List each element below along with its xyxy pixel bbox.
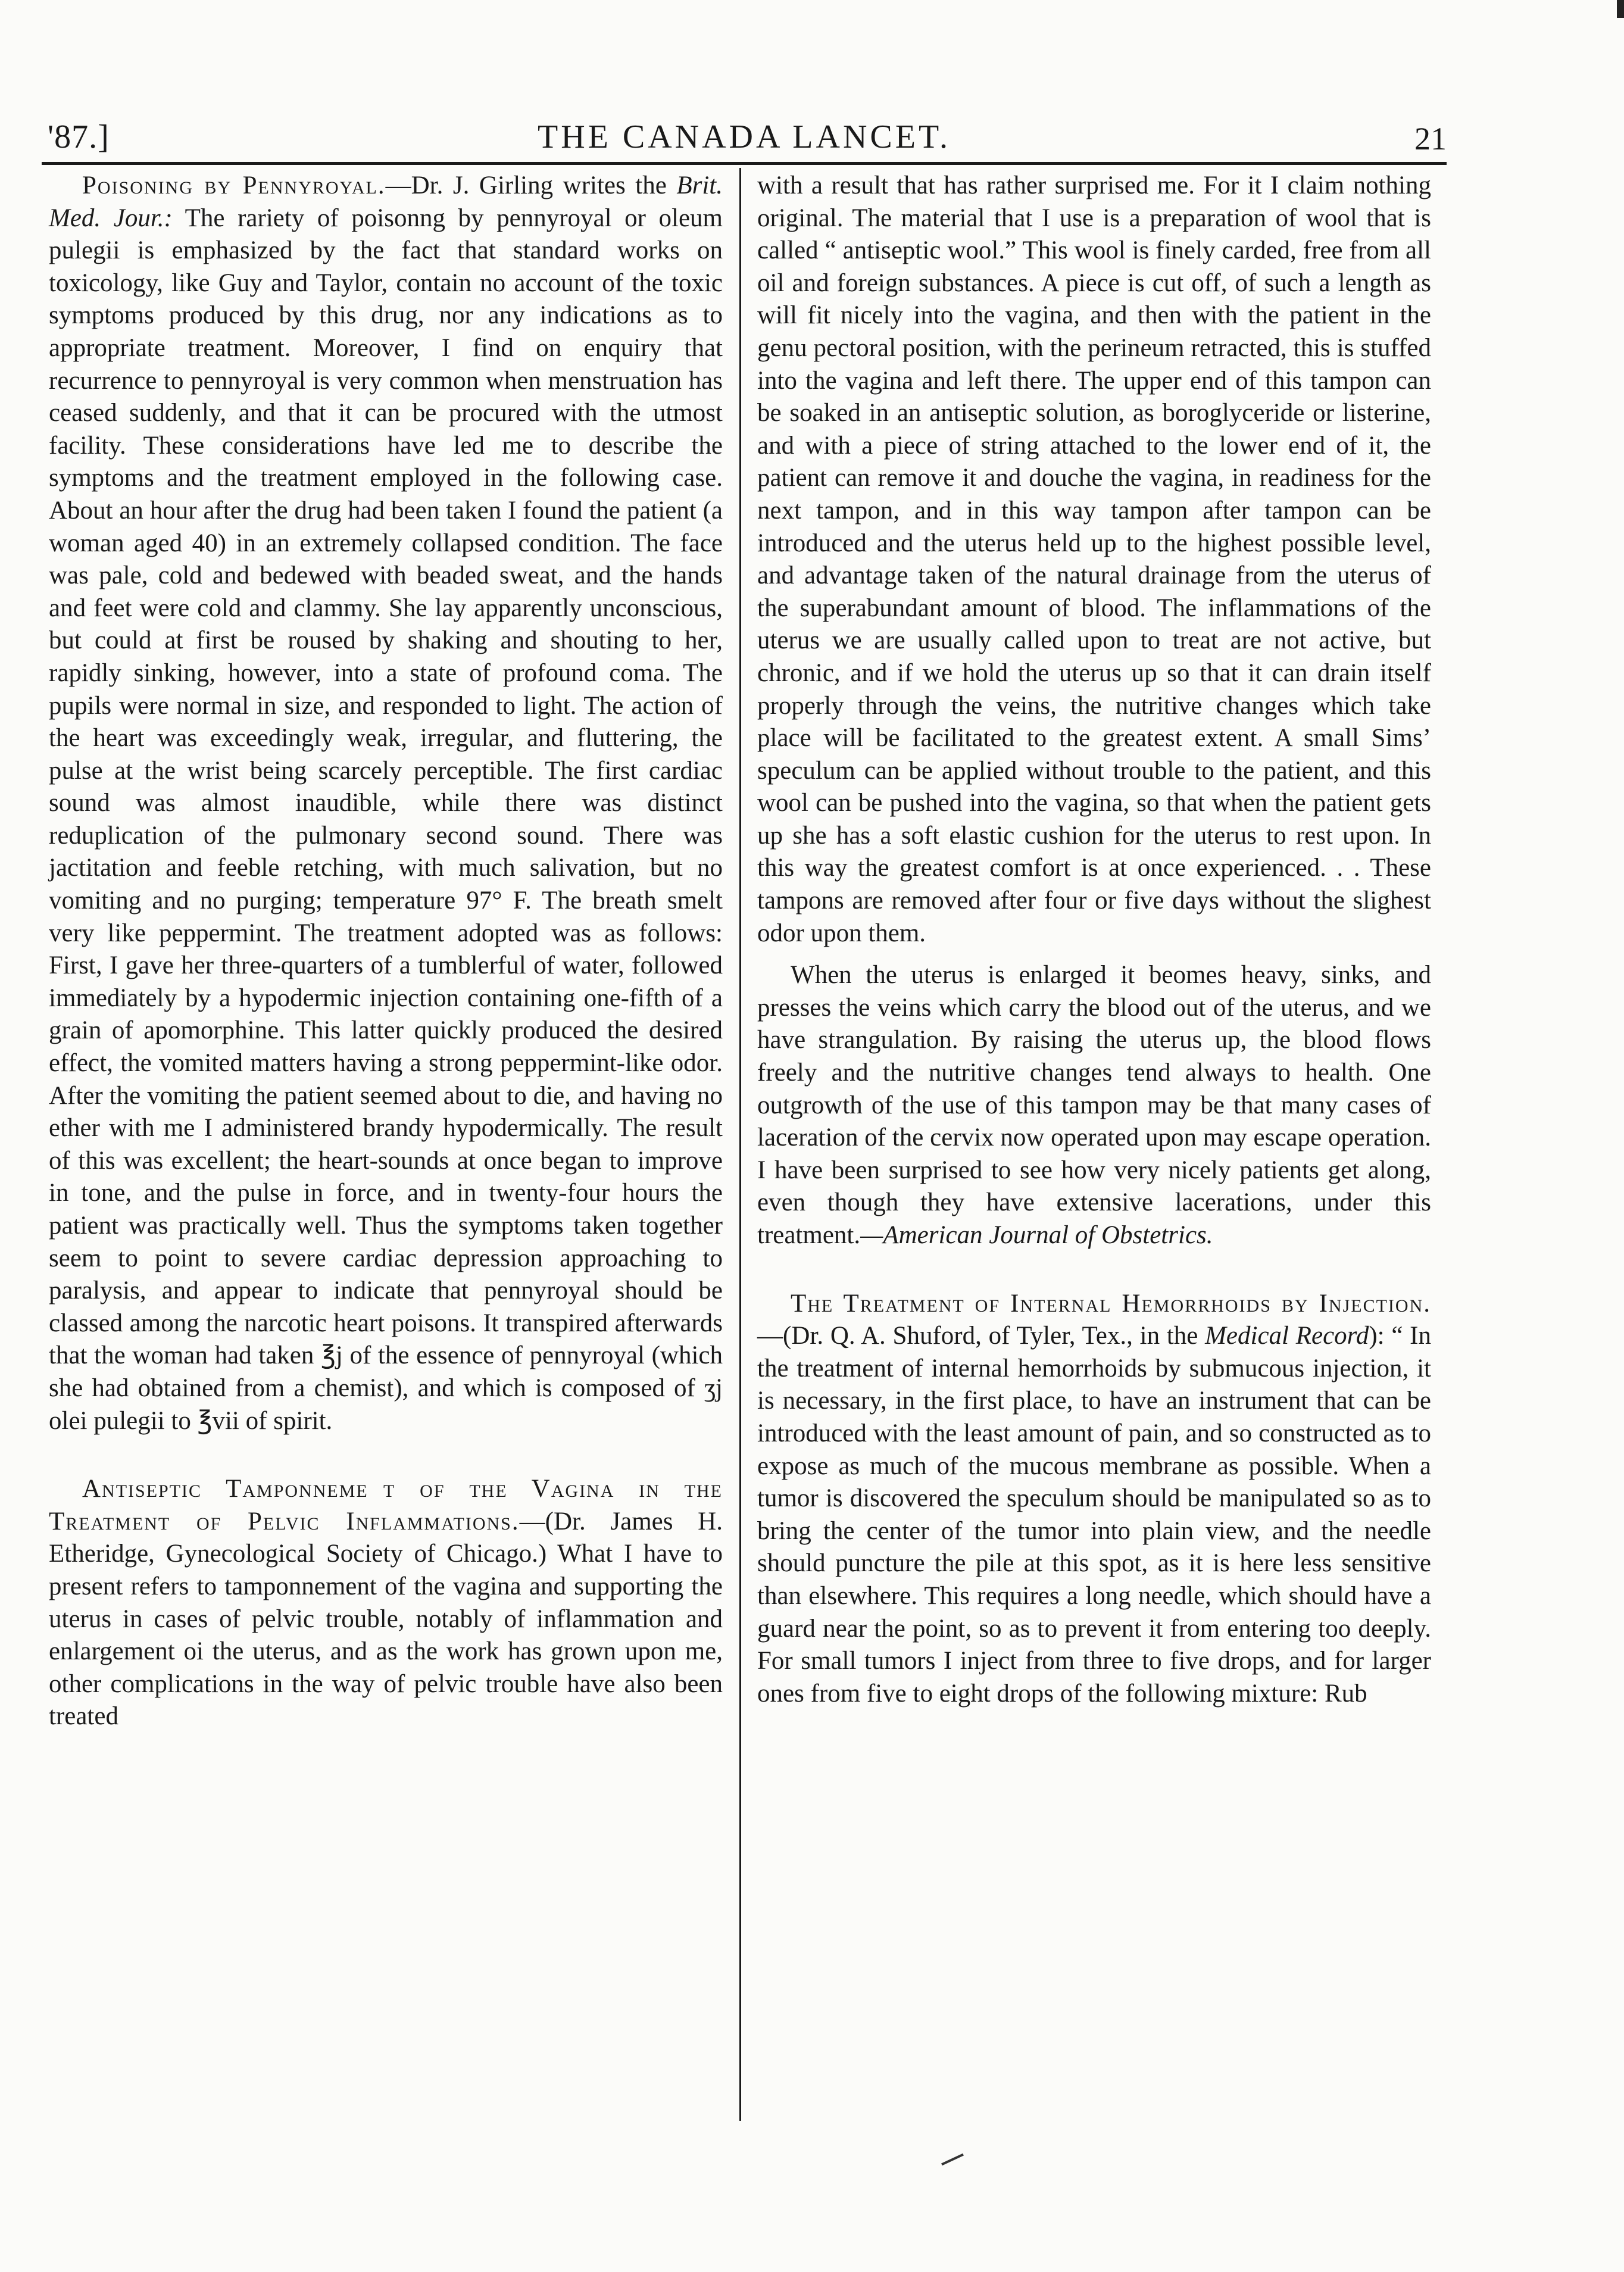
article-body: ): “ In the treatment of internal hemorrhoids by submucous injection, it is necessary, in the first place, to have an instrument that can be introduced with the least amount of pain, and so constructed as to expose as much of the mucous membrane as possible. When a tumor is discovered the speculum should be manipulated so as to bring the center of the tumor into plain view, and the needle should puncture the pile at this spot, as it is here less sensitive than elsewhere. This requires a long needle, which should have a guard near the point, so as to prevent it from entering too deeply. For small tumors I inject from three to five drops, and for larger ones from five to eight drops of the following mixture: Rub [757,1322,1432,1708]
article-hemorrhoids [757,1288,1431,1711]
article-journal: Medical Record [1205,1322,1369,1350]
paragraph-gap [757,950,1431,959]
running-header [42,113,1447,167]
article-body: The rariety of poisonng by pennyroyal or oleum pulegii is emphasized by the fact that standard works on toxicology, like Guy and Taylor, contain no account of the toxic symptoms produced by this drug, nor any indications as to appropriate treatment. Moreover, I find on enquiry that recurrence to pennyroyal is very common when menstruation has ceased suddenly, and that it can be procured with the utmost facility. These considerations have led me to describe the symptoms and the treatment employed in the following case. About an hour after the drug had been taken I found the patient (a woman aged 40) in an extremely collapsed condition. The face was pale, cold and bedewed with beaded sweat, and the hands and feet were cold and clammy. She lay apparently unconscious, but could at first be roused by shaking and shouting to her, rapidly sinking, however, into a state of profound coma. The pupils were normal in size, and responded to light. The action of the heart was exceedingly weak, irregular, and fluttering, the pulse at the wrist being scarcely perceptible. The first cardiac sound was almost inaudible, while there was distinct reduplication of the pulmonary second sound. There was jactitation and feeble retching, with much salivation, but no vomiting and no purging; temperature 97° F. The breath smelt very like peppermint. The treatment adopted was as follows: First, I gave her three-quarters of a tumblerful of water, followed immediately by a hypodermic injection containing one-fifth of a grain of apomorphine. This latter quickly produced the desired effect, the vomited matters having a strong peppermint-like odor. After the vomiting the patient seemed about to die, and having no ether with me I administered brandy hypodermically. The result of this was excellent; the heart-sounds at once began to improve in tone, and the pulse in force, and in twenty-four hours the patient was practically well. Thus the symptoms taken together seem to point to severe cardiac depression approaching to paralysis, and appear to indicate that pennyroyal should be classed among the narcotic heart poisons. It transpired afterwards that the woman had taken ℥j of the essence of pennyroyal (which she had obtained from a chemist), and which is composed of ʒj olei pulegii to ℥vii of spirit. [49,204,723,1435]
header-year: '87.] [48,118,110,155]
journal-title: THE CANADA LANCET. [537,118,951,155]
article-heading: Antiseptic Tamponnemeɪт of the Vagina in the Treatment of Pelvic Inflammations. [49,1475,723,1536]
article-body: —(Dr. James H. Etheridge, Gynecological Society of Chicago.) What I have to present refers to tamponnement of the vagina and supporting the uterus in cases of pelvic trouble, notably of inflammation and enlargement oi the uterus, and as the work has grown upon me, other complications in the way of pelvic trouble have also been treated [49,1507,723,1731]
left-column [49,170,723,1733]
article-paragraph [757,959,1431,1252]
column-divider [739,168,741,2121]
right-column [757,170,1431,1710]
article-lead: —(Dr. Q. A. Shuford, of Tyler, Tex., in the [757,1322,1205,1350]
article-heading: Poisoning by Pennyroyal. [82,171,386,199]
paragraph-text: When the uterus is enlarged it beomes heavy, sinks, and presses the veins which carry the blood out of the uterus, and we have strangulation. By raising the uterus up, the blood flows freely and the nutritive changes tend always to health. One outgrowth of the use of this tampon may be that many cases of laceration of the cervix now operated upon may escape operation. I have been surprised to see how very nicely patients get along, even though they have extensive lacerations, under this treatment. [757,961,1431,1249]
source-citation: —American Journal of Obstetrics. [860,1221,1213,1249]
article-journal: Brit. Med. Jour.: [49,171,723,232]
section-gap [757,1252,1431,1288]
section-gap [49,1437,723,1473]
scan-edge-mark [1617,0,1624,18]
article-pennyroyal [49,170,723,1437]
stray-mark [941,2154,964,2166]
article-heading: The Treatment of Internal Hemorrhoids by Injection. [791,1289,1431,1318]
article-lead: —Dr. J. Girling writes the [385,171,677,199]
page-number: 21 [1414,121,1447,157]
article-tamponnement [49,1473,723,1733]
article-continuation: with a result that has rather surprised me. For it I claim nothing original. The material that I use is a preparation of wool that is called “ antiseptic wool.” This wool is finely carded, free from all oil and foreign substances. A piece is cut off, of such a length as will fit nicely into the vagina, and then with the patient in the genu pectoral position, with the perineum retracted, this is stuffed into the vagina and left there. The upper end of this tampon can be soaked in an antiseptic solution, as boroglyceride or listerine, and with a piece of string attached to the lower end of it, the patient can remove it and douche the vagina, in readiness for the next tampon, and in this way tampon after tampon can be introduced and the uterus held up to the highest possible level, and advantage taken of the natural drainage from the uterus of the superabundant amount of blood. The inflammations of the uterus we are usually called upon to treat are not active, but chronic, and if we hold the uterus up so that it can drain itself properly through the veins, the nutritive changes which take place will be facilitated to the greatest extent. A small Sims’ speculum can be applied without trouble to the patient, and this wool can be pushed into the vagina, so that when the patient gets up she has a soft elastic cushion for the uterus to rest upon. In this way the greatest comfort is at once experienced. . . These tampons are removed after four or five days without the slighest odor upon them. [757,171,1431,947]
header-rule [42,162,1447,165]
